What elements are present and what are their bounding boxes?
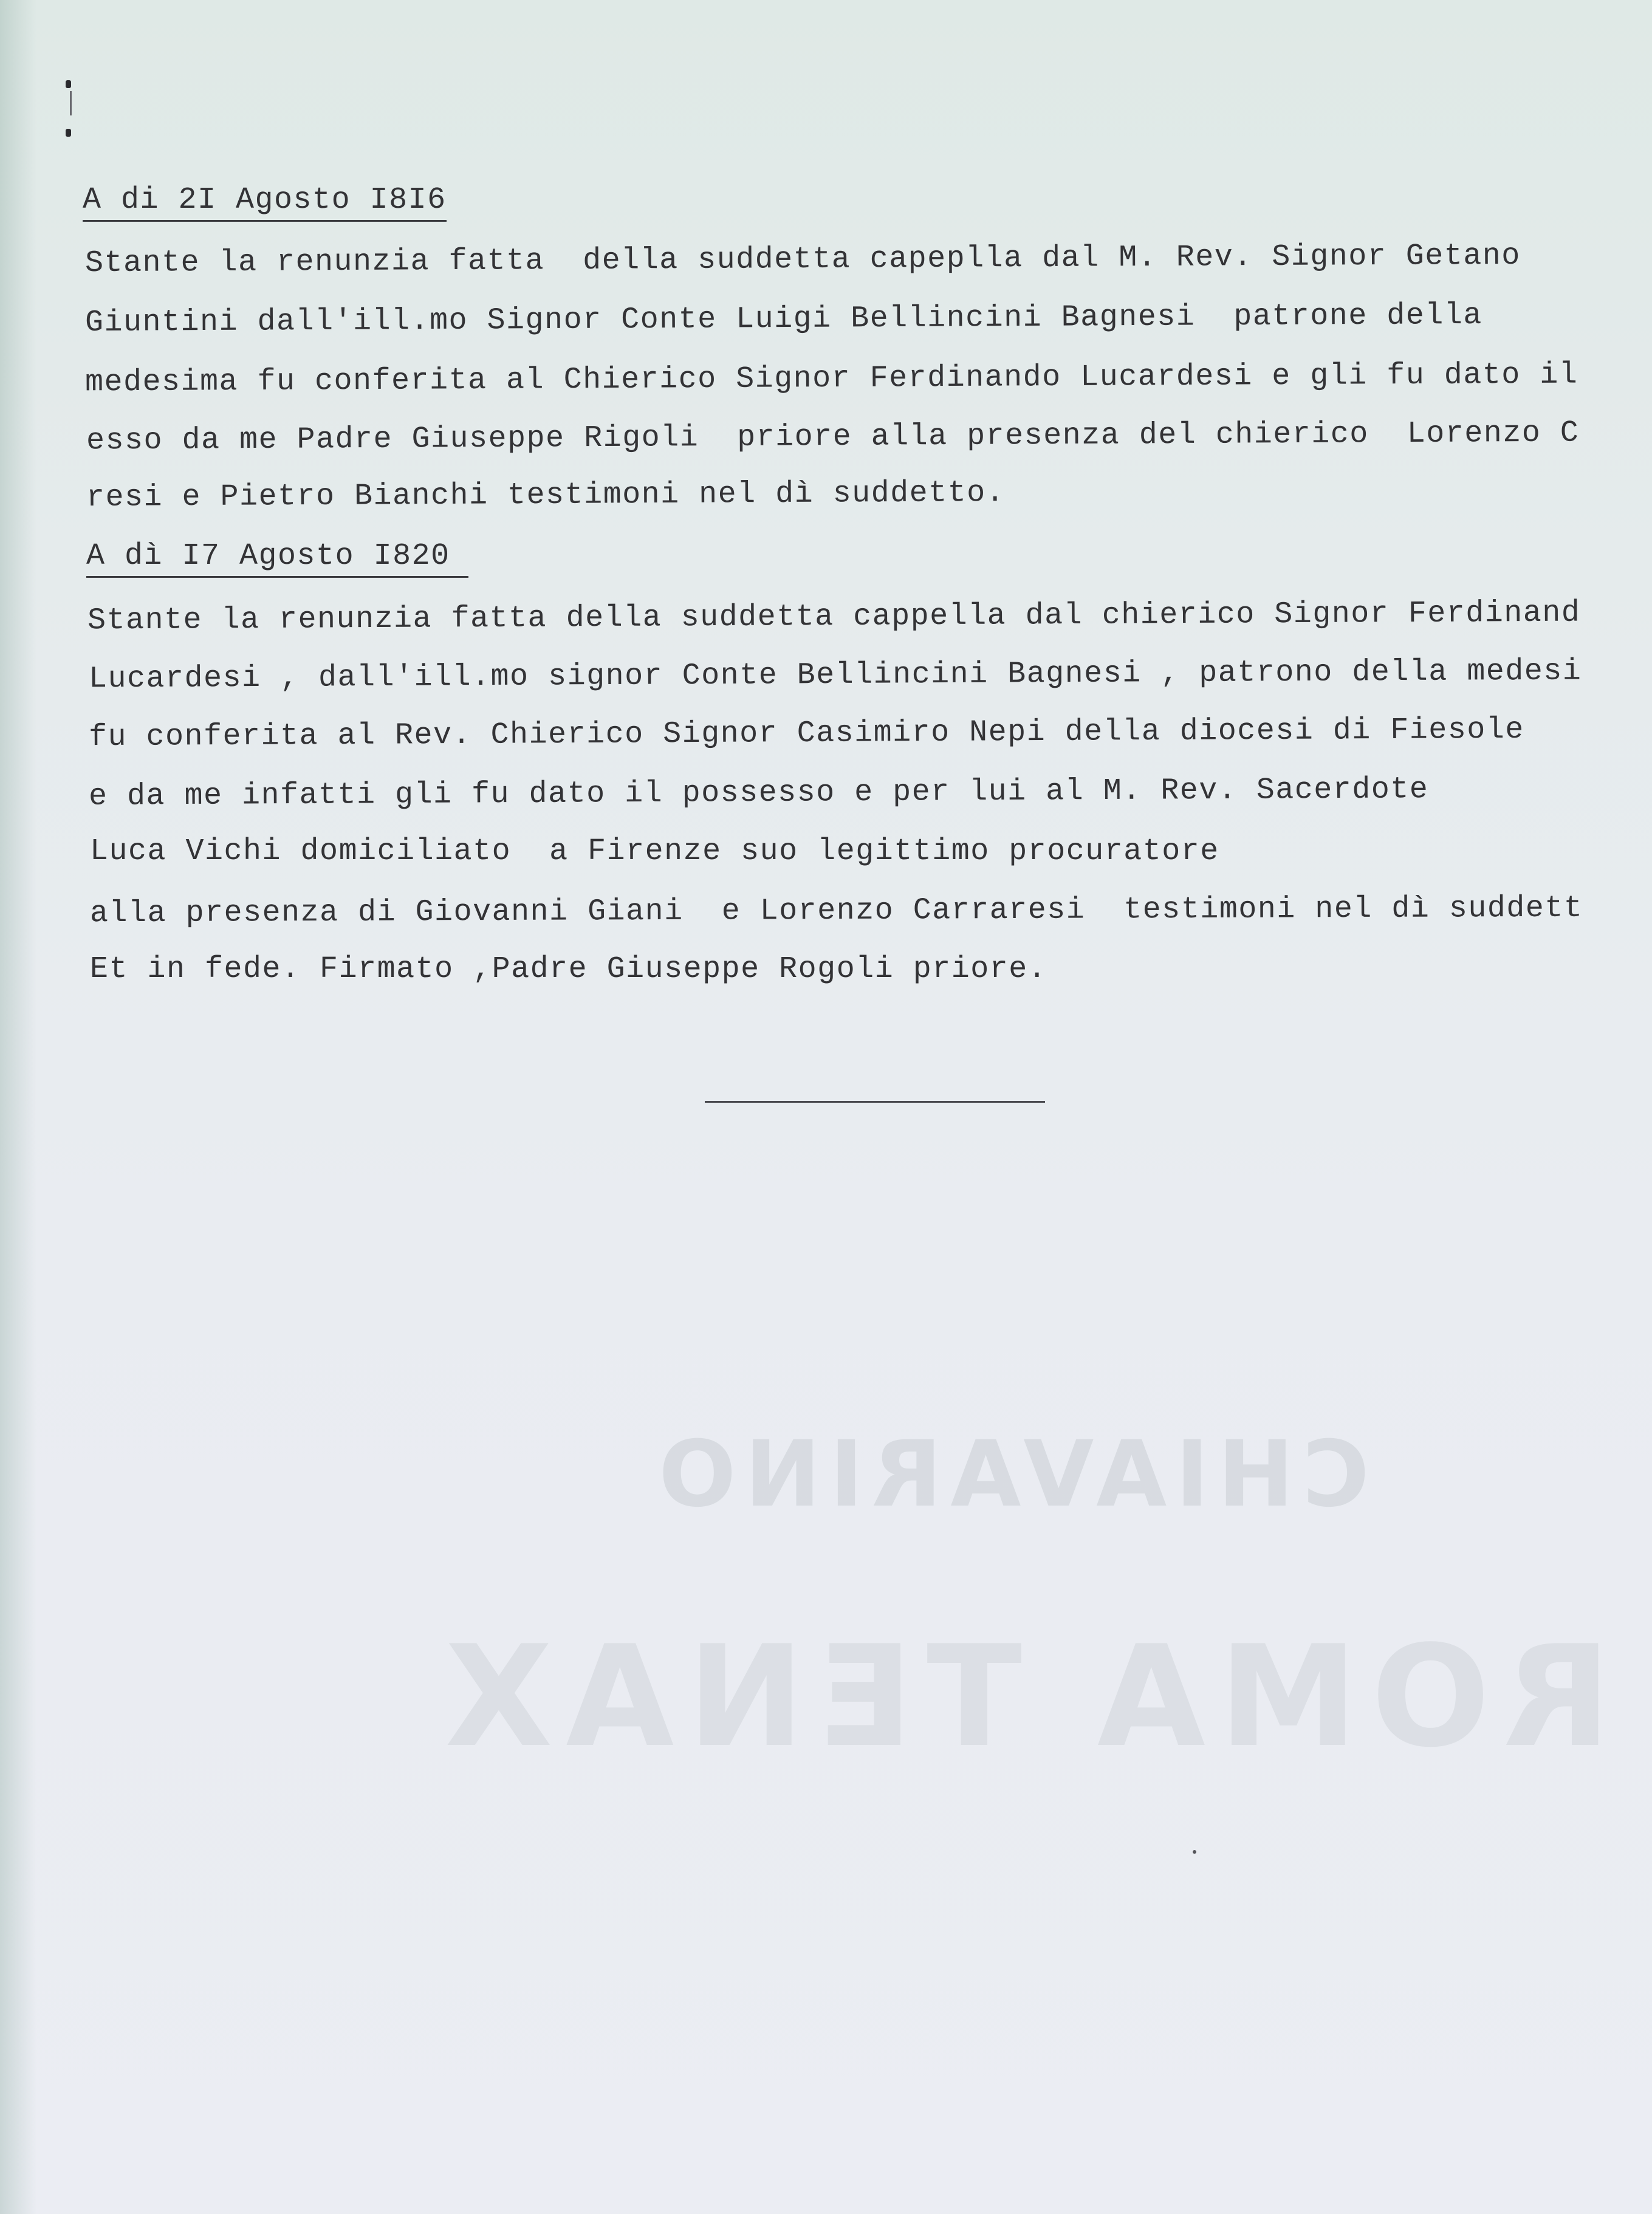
entry-1-line-5: resi e Pietro Bianchi testimoni nel dì suddetto. (86, 476, 1006, 515)
punch-mark-top (66, 80, 71, 88)
entry-1-heading: A di 2I Agosto I8I6 (83, 182, 447, 222)
entry-2-line-1: Stante la renunzia fatta della suddetta cappella dal chierico Signor Ferdinand (87, 595, 1581, 639)
entry-2-line-3: fu conferita al Rev. Chierico Signor Casimiro Nepi della diocesi di Fiesole (88, 712, 1525, 755)
entry-1-line-2: Giuntini dall'ill.mo Signor Conte Luigi Bellincini Bagnesi patrone della (84, 298, 1482, 341)
entry-2-line-5: Luca Vichi domiciliato a Firenze suo legittimo procuratore (90, 834, 1219, 869)
entry-1-line-3: medesima fu conferita al Chierico Signor Ferdinando Lucardesi e gli fu dato il (84, 357, 1578, 400)
entry-1-line-4: esso da me Padre Giuseppe Rigoli priore alla presenza del chierico Lorenzo C (86, 416, 1580, 459)
entry-2-line-2: Lucardesi , dall'ill.mo signor Conte Bellincini Bagnesi , patrono della medesi (88, 654, 1582, 697)
entry-2-line-4: e da me infatti gli fu dato il possesso e per lui al M. Rev. Sacerdote (88, 772, 1429, 814)
entry-2-line-6: alla presenza di Giovanni Giani e Lorenzo Carraresi testimoni nel dì suddett (89, 891, 1583, 931)
closing-separator-line (705, 1101, 1045, 1103)
entry-1-line-1: Stante la renunzia fatta della suddetta capeplla dal M. Rev. Signor Getano (84, 238, 1521, 281)
punch-mark-line (70, 91, 72, 115)
watermark-top-text: CHIAVARINO (650, 1422, 1369, 1527)
entry-2-heading: A dì I7 Agosto I820 (86, 538, 468, 578)
ink-speck (1193, 1850, 1196, 1854)
watermark-bottom-text: ROMA TENAX (431, 1616, 1611, 1778)
page-edge-shadow (0, 0, 36, 2214)
entry-2-line-7: Et in fede. Firmato ,Padre Giuseppe Rogoli priore. (90, 952, 1047, 987)
punch-mark-bottom (66, 129, 71, 137)
